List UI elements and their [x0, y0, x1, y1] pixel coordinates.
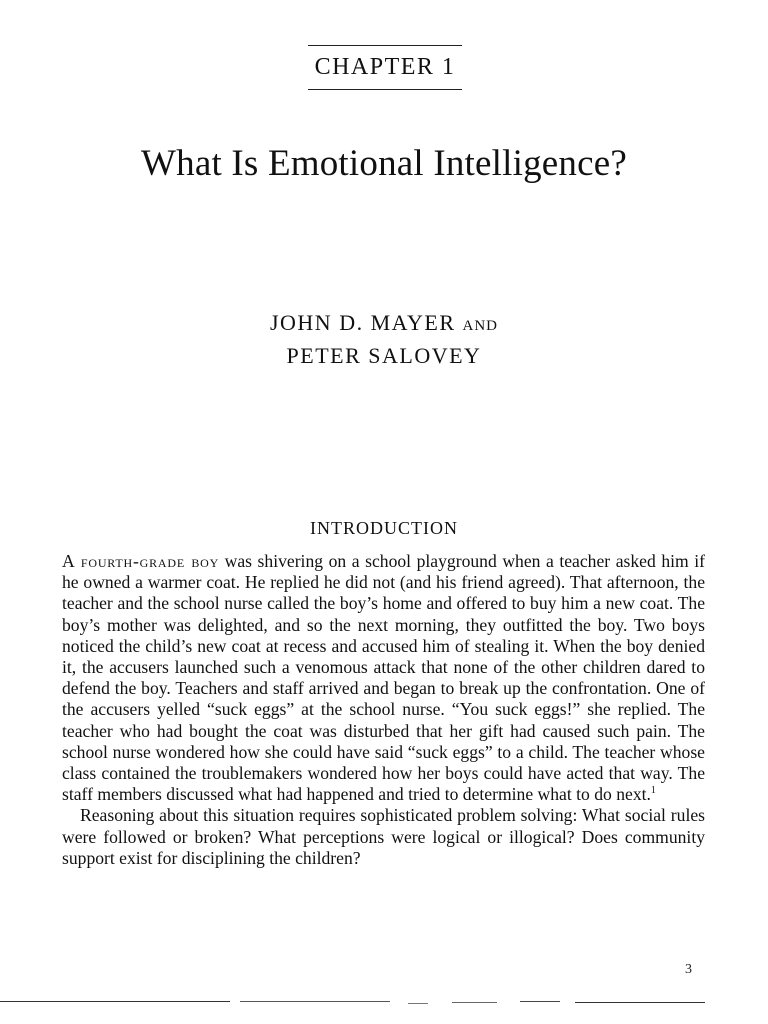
paragraph-1-lead: A fourth-grade boy [62, 551, 220, 571]
scan-artifact-line [452, 1002, 497, 1003]
paragraph-1 [62, 551, 705, 805]
author-conjunction: AND [462, 318, 499, 334]
scan-artifact-line [575, 1002, 705, 1003]
footnote-marker[interactable]: 1 [650, 785, 656, 797]
paragraph-1-text: was shivering on a school playground when a teacher asked him if he owned a warmer coat. He replied he did not (and his friend agreed). That afternoon, the teacher and the school nurse called the boy’s home and offered to buy him a new coat. The boy’s mother was delighted, and so the next morning, they outfitted the boy. Two boys noticed the child’s new coat at recess and accused him of stealing it. When the boy denied it, the accusers launched such a venomous attack that none of the other children dared to defend the boy. Teachers and staff arrived and began to break up the confrontation. One of the accusers yelled “suck eggs” at the school nurse. “You suck eggs!” she replied. The teacher who had bought the coat was disturbed that her gift had caused such pain. The school nurse wondered how she could have said “suck eggs” to a child. The teacher whose class contained the troublemakers wondered how her boys could have acted that way. The staff members discussed what had happened and tried to determine what to do next. [62, 551, 705, 805]
author-first: JOHN D. MAYER [269, 310, 456, 335]
chapter-top-rule [308, 45, 462, 46]
scan-artifact-line [408, 1003, 428, 1004]
chapter-bottom-rule [308, 89, 462, 90]
scan-artifact-line [240, 1001, 390, 1002]
section-heading: INTRODUCTION [310, 518, 458, 538]
author-second: PETER SALOVEY [286, 343, 482, 368]
chapter-title: What Is Emotional Intelligence? [141, 143, 627, 184]
body-text [62, 551, 705, 869]
author-line-1 [0, 308, 768, 341]
scan-artifact-line [520, 1001, 560, 1002]
scan-artifact-line [0, 1001, 230, 1002]
page-number: 3 [685, 962, 692, 977]
paragraph-2: Reasoning about this situation requires sophisticated problem solving: What social rules were followed or broken? What perceptions were logical or illogical? Does community support exist for disciplining the children? [62, 805, 705, 868]
chapter-label: CHAPTER 1 [314, 54, 456, 80]
author-block [0, 308, 768, 370]
